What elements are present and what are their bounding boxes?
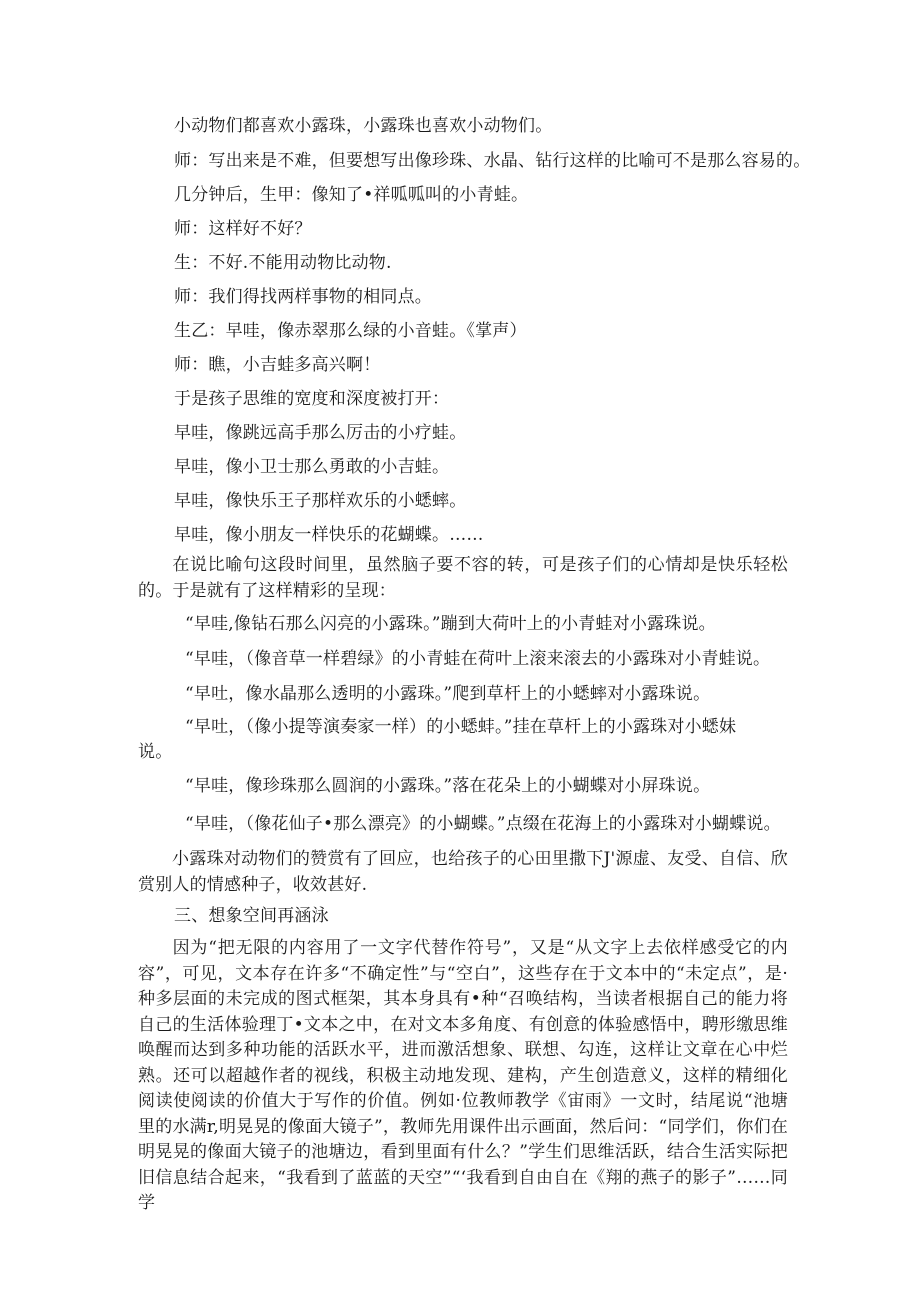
text-line: 生：不好.不能用动物比动物. <box>174 253 392 273</box>
text-line: 早哇，像小卫士那么勇敢的小吉蛙。 <box>174 457 450 477</box>
text-line: 师：瞧，小吉蛙多高兴啊！ <box>174 355 381 375</box>
paragraph: 小露珠对动物们的赞赏有了回应，也给孩子的心田里撒下J'源虚、友受、自信、欣赏别人的情感种子，收效甚好. <box>138 849 788 895</box>
text-line: 早哇，像小朋友一样快乐的花蝴蝶。…… <box>174 525 484 545</box>
text-line: 师：写出来是不难，但要想写出像珍珠、水晶、钻行这样的比喻可不是那么容易的。 <box>174 151 811 171</box>
text-line: 小动物们都喜欢小露珠，小露珠也喜欢小动物们。 <box>174 116 553 136</box>
text-line: 几分钟后，生甲：像知了•祥呱呱叫的小青蛙。 <box>174 185 529 205</box>
paragraph: 因为“把无限的内容用了一文字代替作符号”，又是“从文字上去依样感受它的内容”，可见，文本存在许多“不确定性”与“空白”，这些存在于文本中的“未定点”，是·种多层面的未完成的图式框架，其本身具有•种“召唤结构，当读者根据自己的能力将自己的生活体验理丁•文本之中，在对文本多角度、有创意的体验感悟中，聘形缴思维唤醒而达到多种功能的活跃水平，进而激活想象、联想、勾连，这样让文章在心中烂熟。还可以超越作者的视线，积极主动地发现、建构，产生创造意义，这样的精细化阅读使阅读的价值大于写作的价值。例如·位教师教学《宙雨》一文时，结尾说“池塘里的水满r,明晃晃的像面大镜子”，教师先用课件出示画面，然后问：“同学们，你们在明晃晃的像面大镜子的池塘边，看到里面有什么？”学生们思维活跃，结合生活实际把旧信息结合起来，“我看到了蓝蓝的天空”“‘我看到自由自在《翔的燕子的影子”……同学 <box>138 938 788 1213</box>
text-line: 于是孩子思维的宽度和深度被打开： <box>174 389 450 409</box>
quote-line: “早哇,像钻石那么闪亮的小露珠。”蹦到大荷叶上的小青蛙对小露珠说。 <box>185 614 716 634</box>
text-line: 生乙：早哇，像赤翠那么绿的小音蛙。《掌声） <box>174 321 527 341</box>
text-line: 早哇，像跳远高手那么厉击的小疗蛙。 <box>174 423 467 443</box>
quote-line: “早哇，像珍珠那么圆润的小露珠。”落在花朵上的小蝴蝶对小屏珠说。 <box>185 776 711 796</box>
text-line: 早哇，像快乐王子那样欢乐的小蟋蟀。 <box>174 491 467 511</box>
text-line: 师：这样好不好？ <box>174 219 312 239</box>
quote-line: “早吐，（像小提等演奏家一样）的小蟋蚌。”挂在草杆上的小露珠对小蟋妹 <box>185 717 737 737</box>
quote-line: “早吐，像水晶那么透明的小露珠。”爬到草杆上的小蟋蟀对小露珠说。 <box>185 684 711 704</box>
section-heading: 三、想象空间再涵泳 <box>174 906 329 926</box>
quote-line: 说。 <box>138 742 173 762</box>
quote-line: “早哇，（像音草一样碧绿》的小青蛙在荷叶上滚来滚去的小露珠对小青蛙说。 <box>185 649 771 669</box>
paragraph: 在说比喻句这段时间里，虽然脑子要不容的转，可是孩子们的心情却是快乐轻松的。于是就有了这样精彩的呈现： <box>138 555 788 601</box>
text-line: 师：我们得找两样事物的相同点。 <box>174 287 432 307</box>
quote-line: “早哇，（像花仙子•那么漂亮》的小蝴蝶。”点缀在花海上的小露珠对小蝴蝶说。 <box>185 814 781 834</box>
